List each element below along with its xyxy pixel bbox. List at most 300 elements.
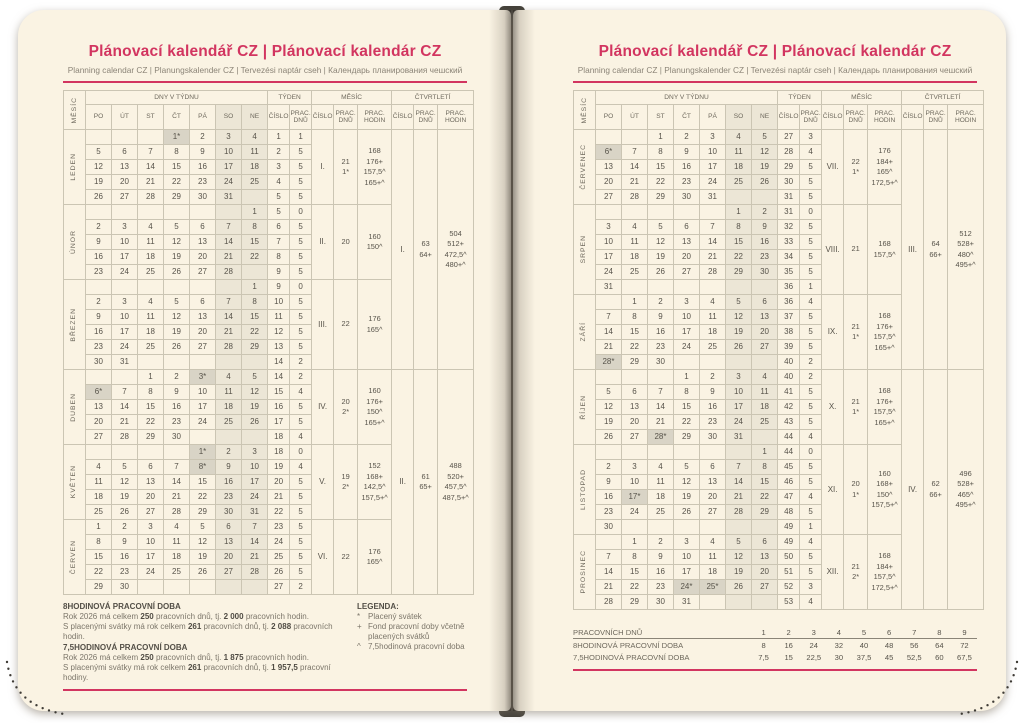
week-workdays-cell: 2 xyxy=(290,355,312,370)
legend-symbol: ^ xyxy=(357,642,361,651)
workdays-table-value: 37,5 xyxy=(856,652,872,662)
week-workdays-cell: 5 xyxy=(800,565,822,580)
month-hours-line: 176+ xyxy=(876,321,893,331)
week-number-cell: 32 xyxy=(778,220,800,235)
week-workdays-cell: 5 xyxy=(800,175,822,190)
month-workdays-cell xyxy=(844,205,868,295)
month-workdays-cell xyxy=(334,205,358,280)
day-cell: 26 xyxy=(752,175,778,190)
day-cell: 24 xyxy=(242,490,268,505)
day-cell: 1 xyxy=(86,520,112,535)
day-cell: 5 xyxy=(596,385,622,400)
day-cell: 24 xyxy=(726,415,752,430)
quarter-workdays-line: 63 xyxy=(421,239,430,248)
month-name-cell xyxy=(64,370,86,445)
header-day-1: PO xyxy=(596,105,622,130)
week-number-cell: 30 xyxy=(778,175,800,190)
day-cell xyxy=(112,370,138,385)
month-hours-cell xyxy=(358,520,392,595)
month-name-cell xyxy=(574,130,596,205)
header-ctvrtleti-prac-dnu: PRAC. DNŮ xyxy=(414,105,438,130)
day-cell: 22 xyxy=(242,325,268,340)
day-cell: 14 xyxy=(112,400,138,415)
day-cell: 19 xyxy=(752,160,778,175)
day-cell: 14 xyxy=(216,235,242,250)
month-hours-line: 168+ xyxy=(366,471,383,481)
day-cell: 20 xyxy=(112,175,138,190)
day-cell: 13 xyxy=(138,475,164,490)
day-cell: 11 xyxy=(648,475,674,490)
day-cell: 5 xyxy=(726,295,752,310)
day-cell: 7 xyxy=(648,385,674,400)
day-cell: 14 xyxy=(596,325,622,340)
legend-item xyxy=(357,642,467,652)
day-cell: 29 xyxy=(138,430,164,445)
day-cell: 12 xyxy=(86,160,112,175)
month-hours-line: 184+ xyxy=(876,156,893,166)
day-cell: 6* xyxy=(596,145,622,160)
quarter-hours-line: 480^ xyxy=(957,249,974,259)
month-hours-cell xyxy=(358,370,392,445)
quarter-workdays-line: 61 xyxy=(421,471,430,481)
day-cell: 11 xyxy=(726,145,752,160)
quarter-hours-line: 465^ xyxy=(957,489,974,499)
day-cell: 15 xyxy=(242,235,268,250)
day-cell xyxy=(674,445,700,460)
workdays-table-value: 2 xyxy=(786,627,791,637)
day-cell xyxy=(164,580,190,595)
workdays-table-value: 45 xyxy=(884,652,894,662)
day-cell: 18 xyxy=(752,400,778,415)
day-cell: 2 xyxy=(112,520,138,535)
day-cell: 1 xyxy=(648,130,674,145)
week-number-cell: 5 xyxy=(268,190,290,205)
workdays-hours-table xyxy=(573,626,977,663)
month-numeral-cell: VI. xyxy=(312,520,334,595)
day-cell: 20 xyxy=(86,415,112,430)
day-cell: 15 xyxy=(622,325,648,340)
header-mesic xyxy=(64,91,86,130)
month-hours-line: 165+^ xyxy=(874,417,895,427)
day-cell: 1 xyxy=(622,535,648,550)
planning-calendar-right xyxy=(573,90,977,610)
week-workdays-cell: 4 xyxy=(800,295,822,310)
day-cell: 10 xyxy=(596,235,622,250)
day-cell: 22 xyxy=(86,565,112,580)
month-workdays-line: 21 xyxy=(851,244,860,254)
day-cell: 25 xyxy=(648,505,674,520)
header-tyden: TÝDEN xyxy=(268,91,312,105)
day-cell xyxy=(164,445,190,460)
day-cell: 30 xyxy=(164,430,190,445)
month-name-cell xyxy=(64,520,86,595)
day-cell: 5 xyxy=(242,370,268,385)
month-workdays-cell xyxy=(844,295,868,370)
week-workdays-cell: 5 xyxy=(800,340,822,355)
worktime-note-line: Rok 2026 má celkem 250 pracovních dnů, tj. 1 875 pracovních hodin. xyxy=(63,653,309,662)
day-cell: 23 xyxy=(596,505,622,520)
day-cell: 6 xyxy=(622,385,648,400)
day-cell: 29 xyxy=(190,505,216,520)
day-cell xyxy=(700,520,726,535)
day-cell: 28 xyxy=(700,265,726,280)
day-cell: 21 xyxy=(164,490,190,505)
day-cell: 4 xyxy=(138,295,164,310)
week-workdays-cell: 2 xyxy=(290,370,312,385)
month-name: BŘEZEN xyxy=(70,307,78,342)
header-day-7: NE xyxy=(752,105,778,130)
week-workdays-cell: 5 xyxy=(800,160,822,175)
month-workdays-line: 20 xyxy=(341,396,350,406)
day-cell xyxy=(596,445,622,460)
day-cell: 3* xyxy=(190,370,216,385)
day-cell: 30 xyxy=(190,190,216,205)
month-hours-line: 160 xyxy=(878,468,891,478)
day-cell: 25* xyxy=(700,580,726,595)
week-number-cell: 3 xyxy=(268,160,290,175)
day-cell: 30 xyxy=(700,430,726,445)
day-cell: 17* xyxy=(622,490,648,505)
day-cell: 24 xyxy=(112,340,138,355)
day-cell: 19 xyxy=(190,550,216,565)
day-cell: 27 xyxy=(674,265,700,280)
week-number-cell: 8 xyxy=(268,250,290,265)
week-workdays-cell: 5 xyxy=(800,460,822,475)
day-cell: 6 xyxy=(216,520,242,535)
day-cell: 5 xyxy=(86,145,112,160)
day-cell: 23 xyxy=(86,265,112,280)
week-number-cell: 1 xyxy=(268,130,290,145)
day-cell: 27 xyxy=(752,580,778,595)
day-cell: 19 xyxy=(112,490,138,505)
week-workdays-cell: 4 xyxy=(800,535,822,550)
workdays-table-values xyxy=(751,641,977,650)
day-cell: 29 xyxy=(622,595,648,610)
day-cell: 5 xyxy=(648,220,674,235)
header-tyden: TÝDEN xyxy=(778,91,822,105)
day-cell: 3 xyxy=(112,295,138,310)
day-cell: 23 xyxy=(648,580,674,595)
day-cell: 22 xyxy=(674,415,700,430)
week-number-cell: 40 xyxy=(778,370,800,385)
day-cell: 15 xyxy=(190,475,216,490)
day-cell: 4 xyxy=(216,370,242,385)
day-cell: 24 xyxy=(596,265,622,280)
quarter-hours-line: 472,5^ xyxy=(444,249,467,259)
quarter-numeral-cell: I. xyxy=(392,130,414,370)
day-cell: 12 xyxy=(726,310,752,325)
title-rule xyxy=(63,81,467,83)
header-mesic-cislo: ČÍSLO xyxy=(312,105,334,130)
day-cell: 19 xyxy=(242,400,268,415)
month-hours-line: 150^ xyxy=(366,407,383,416)
day-cell: 16 xyxy=(648,325,674,340)
day-cell: 13 xyxy=(190,310,216,325)
week-workdays-cell: 1 xyxy=(290,130,312,145)
day-cell: 30 xyxy=(86,355,112,370)
day-cell: 21 xyxy=(622,175,648,190)
day-cell xyxy=(242,580,268,595)
day-cell: 15 xyxy=(752,475,778,490)
day-cell: 13 xyxy=(622,400,648,415)
day-cell: 29 xyxy=(622,355,648,370)
day-cell: 23 xyxy=(164,415,190,430)
month-name-cell xyxy=(574,205,596,295)
day-cell: 19 xyxy=(164,250,190,265)
week-number-cell: 40 xyxy=(778,355,800,370)
day-cell xyxy=(86,370,112,385)
day-cell: 2 xyxy=(86,220,112,235)
month-hours-line: 150^ xyxy=(366,242,383,251)
week-number-cell: 26 xyxy=(268,565,290,580)
day-cell: 8 xyxy=(674,385,700,400)
day-cell: 20 xyxy=(752,565,778,580)
day-cell: 3 xyxy=(138,520,164,535)
month-name: SRPEN xyxy=(580,235,588,264)
day-cell: 14 xyxy=(622,160,648,175)
day-cell: 6 xyxy=(752,295,778,310)
day-cell: 1 xyxy=(242,280,268,295)
day-cell: 31 xyxy=(112,355,138,370)
day-cell: 1 xyxy=(138,370,164,385)
day-cell xyxy=(242,430,268,445)
month-hours-cell xyxy=(868,535,902,610)
day-cell: 27 xyxy=(138,505,164,520)
day-cell: 18 xyxy=(622,250,648,265)
workdays-table-values xyxy=(751,628,977,637)
month-workdays-line: 22 xyxy=(341,319,350,329)
header-columns-row xyxy=(574,105,984,130)
header-day-2: ÚT xyxy=(112,105,138,130)
day-cell xyxy=(138,580,164,595)
month-name: ŘÍJEN xyxy=(580,394,588,420)
month-name-cell xyxy=(574,370,596,445)
day-cell xyxy=(622,370,648,385)
day-cell: 10 xyxy=(674,550,700,565)
day-cell xyxy=(216,205,242,220)
page-subtitle: Planning calendar CZ | Planungskalender CZ | Tervezési naptár cseh | Календарь планирования чешский xyxy=(577,65,973,75)
day-cell: 10 xyxy=(700,145,726,160)
week-number-cell: 48 xyxy=(778,505,800,520)
day-cell: 7 xyxy=(700,220,726,235)
day-cell: 31 xyxy=(242,505,268,520)
month-name-cell xyxy=(64,280,86,370)
day-cell: 1 xyxy=(242,205,268,220)
workdays-table-value: 32 xyxy=(834,640,844,650)
day-cell: 1* xyxy=(190,445,216,460)
day-cell: 31 xyxy=(674,595,700,610)
day-cell: 9 xyxy=(190,145,216,160)
day-cell: 14 xyxy=(648,400,674,415)
week-workdays-cell: 5 xyxy=(800,310,822,325)
quarter-workdays-line: 65+ xyxy=(419,482,432,491)
day-cell: 9 xyxy=(648,310,674,325)
month-hours-line: 165+^ xyxy=(874,342,895,352)
day-cell: 15 xyxy=(674,400,700,415)
day-cell: 4 xyxy=(138,220,164,235)
day-cell: 17 xyxy=(700,160,726,175)
day-cell: 3 xyxy=(700,130,726,145)
month-hours-line: 176+ xyxy=(876,396,893,406)
month-numeral-cell: I. xyxy=(312,130,334,205)
day-cell: 4 xyxy=(700,535,726,550)
day-cell: 14 xyxy=(138,160,164,175)
day-cell: 16 xyxy=(674,160,700,175)
month-workdays-line: 1* xyxy=(852,332,860,341)
day-cell: 7 xyxy=(596,310,622,325)
day-cell: 24* xyxy=(674,580,700,595)
day-cell xyxy=(86,205,112,220)
week-workdays-cell: 5 xyxy=(290,475,312,490)
quarter-hours-cell xyxy=(948,130,984,370)
day-cell: 7 xyxy=(596,550,622,565)
day-cell xyxy=(622,130,648,145)
quarter-numeral-cell: II. xyxy=(392,370,414,595)
month-hours-line: 157,5^ xyxy=(873,249,896,259)
week-workdays-cell: 4 xyxy=(800,595,822,610)
day-cell: 18 xyxy=(242,160,268,175)
quarter-workdays-cell xyxy=(414,130,438,370)
week-number-cell: 39 xyxy=(778,340,800,355)
month-hours-line: 176+ xyxy=(366,396,383,406)
month-workdays-cell xyxy=(844,370,868,445)
day-cell: 9 xyxy=(596,475,622,490)
day-cell xyxy=(752,595,778,610)
day-cell: 22 xyxy=(190,490,216,505)
day-cell: 30 xyxy=(674,190,700,205)
week-workdays-cell: 5 xyxy=(800,250,822,265)
day-cell: 2 xyxy=(190,130,216,145)
day-cell: 21 xyxy=(242,550,268,565)
page-left-content xyxy=(63,10,467,691)
day-cell: 20 xyxy=(596,175,622,190)
day-cell: 17 xyxy=(138,550,164,565)
day-cell xyxy=(190,205,216,220)
header-group-row xyxy=(64,91,474,105)
quarter-numeral-cell: IV. xyxy=(902,370,924,610)
day-cell: 18 xyxy=(138,325,164,340)
day-cell: 30 xyxy=(648,355,674,370)
day-cell: 18 xyxy=(164,550,190,565)
header-ctvrtleti-cislo: ČÍSLO xyxy=(392,105,414,130)
day-cell: 17 xyxy=(190,400,216,415)
day-cell xyxy=(138,130,164,145)
day-cell: 18 xyxy=(216,400,242,415)
month-workdays-cell xyxy=(334,520,358,595)
day-cell: 2 xyxy=(164,370,190,385)
day-cell: 13 xyxy=(752,310,778,325)
day-cell: 14 xyxy=(596,565,622,580)
week-workdays-cell: 2 xyxy=(800,370,822,385)
day-cell: 27 xyxy=(700,505,726,520)
week-number-cell: 52 xyxy=(778,580,800,595)
day-cell: 15 xyxy=(86,550,112,565)
day-cell xyxy=(164,355,190,370)
day-cell: 19 xyxy=(674,490,700,505)
month-name-cell xyxy=(574,445,596,535)
header-tyden-cislo: ČÍSLO xyxy=(778,105,800,130)
week-workdays-cell: 1 xyxy=(800,280,822,295)
week-number-cell: 43 xyxy=(778,415,800,430)
day-cell: 31 xyxy=(726,430,752,445)
month-hours-cell xyxy=(868,205,902,295)
week-workdays-cell: 4 xyxy=(290,460,312,475)
day-cell xyxy=(648,445,674,460)
week-workdays-cell: 3 xyxy=(800,580,822,595)
day-cell: 25 xyxy=(138,340,164,355)
month-numeral-cell: V. xyxy=(312,445,334,520)
week-workdays-cell: 3 xyxy=(800,130,822,145)
day-cell: 2 xyxy=(648,535,674,550)
quarter-hours-line: 528+ xyxy=(957,239,974,248)
day-cell: 31 xyxy=(700,190,726,205)
header-mesic-label: MĚSÍC xyxy=(70,96,78,124)
day-cell: 12 xyxy=(112,475,138,490)
week-number-cell: 2 xyxy=(268,145,290,160)
quarter-hours-line: 488 xyxy=(449,461,462,470)
month-name-cell xyxy=(64,445,86,520)
month-workdays-cell xyxy=(334,130,358,205)
day-cell: 29 xyxy=(674,430,700,445)
day-cell: 23 xyxy=(752,250,778,265)
day-cell: 25 xyxy=(700,340,726,355)
day-cell: 20 xyxy=(752,325,778,340)
month-name-cell xyxy=(574,535,596,610)
day-cell: 5 xyxy=(164,220,190,235)
day-cell xyxy=(726,520,752,535)
month-hours-line: 160 xyxy=(368,386,381,395)
day-cell: 2 xyxy=(674,130,700,145)
page-left xyxy=(18,10,511,711)
week-row xyxy=(64,130,474,145)
day-cell: 17 xyxy=(726,400,752,415)
day-cell: 1 xyxy=(752,445,778,460)
day-cell: 6 xyxy=(190,220,216,235)
day-cell xyxy=(138,355,164,370)
header-group-row xyxy=(574,91,984,105)
day-cell: 16 xyxy=(596,490,622,505)
day-cell: 21 xyxy=(726,490,752,505)
planning-calendar-table xyxy=(63,90,474,595)
week-number-cell: 18 xyxy=(268,430,290,445)
day-cell: 11 xyxy=(622,235,648,250)
worktime-note-sections xyxy=(63,601,341,683)
day-cell xyxy=(726,595,752,610)
day-cell: 23 xyxy=(648,340,674,355)
week-number-cell: 44 xyxy=(778,430,800,445)
header-day-5: PÁ xyxy=(190,105,216,130)
header-day-4: ČT xyxy=(674,105,700,130)
quarter-workdays-line: 66+ xyxy=(929,489,942,499)
day-cell xyxy=(648,280,674,295)
quarter-workdays-line: 64 xyxy=(931,239,940,248)
day-cell: 20 xyxy=(622,415,648,430)
week-workdays-cell: 1 xyxy=(800,520,822,535)
day-cell: 15 xyxy=(138,400,164,415)
day-cell: 16 xyxy=(112,550,138,565)
day-cell xyxy=(622,445,648,460)
quarter-workdays-line: 62 xyxy=(931,479,940,488)
day-cell: 29 xyxy=(648,190,674,205)
legend-symbol: * xyxy=(357,612,361,621)
day-cell: 18 xyxy=(648,490,674,505)
day-cell: 3 xyxy=(242,445,268,460)
month-hours-cell xyxy=(358,205,392,280)
day-cell: 17 xyxy=(242,475,268,490)
workdays-table-value: 7,5 xyxy=(758,652,769,662)
week-workdays-cell: 5 xyxy=(290,565,312,580)
week-workdays-cell: 4 xyxy=(800,145,822,160)
